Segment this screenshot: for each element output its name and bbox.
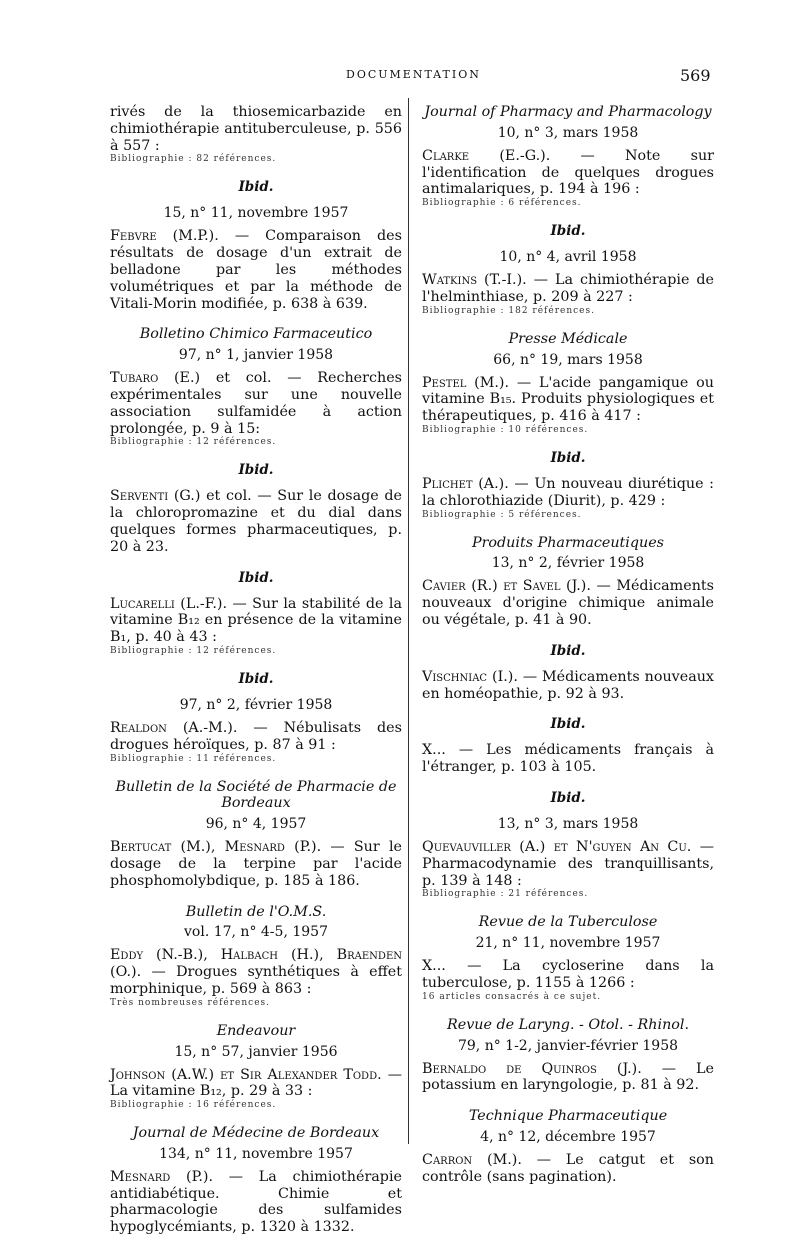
journal-title: Revue de la Tuberculose (478, 914, 658, 931)
entry (422, 958, 714, 992)
entry-text: — Nébulisats des drogues héroïques, p. 87 à 91 : (110, 719, 402, 753)
issue-line: 13, n° 2, février 1958 (491, 555, 645, 572)
bibliography-note: Bibliographie : 16 références. (110, 1100, 277, 1111)
bibliography-note: Bibliographie : 12 références. (110, 645, 277, 656)
author-name: Serventi (G.) (110, 488, 201, 505)
bibliography-note: Bibliographie : 12 références. (110, 437, 277, 448)
bibliography-note: Bibliographie : 5 références. (422, 509, 582, 520)
author-name: Cavier (R.) et Savel (J.). (422, 578, 591, 595)
author-name: Quevauviller (A.) et N'guyen An Cu. (422, 838, 692, 855)
author-name: Realdon (A.-M.). (110, 719, 238, 736)
author-name: Pestel (M.). (422, 374, 510, 391)
author-name: Vischniac (I.). (422, 668, 518, 685)
journal-title: Journal de Médecine de Bordeaux (132, 1125, 380, 1142)
author-name: Watkins (T.-I.). (422, 272, 527, 289)
entry (422, 578, 714, 628)
entry (110, 839, 402, 889)
entry-text: — La chimiothérapie antidiabétique. Chimie et pharmacologie des sulfamides hypoglycémiants, p. 1320 à 1332. (110, 1168, 402, 1236)
journal-title: Presse Médicale (508, 330, 628, 347)
entry (110, 596, 402, 646)
entry (110, 720, 402, 754)
entry (422, 1152, 714, 1186)
journal-title: Produits Pharmaceutiques (471, 534, 665, 551)
entry-text: — Sur la stabilité de la vitamine B₁₂ en présence de la vitamine B₁, p. 40 à 43 : (110, 595, 402, 646)
entry-text: — Médicaments nouveaux en homéopathie, p. 92 à 93. (422, 668, 714, 702)
bibliography-note: Bibliographie : 6 références. (422, 198, 582, 209)
journal-title: Endeavour (216, 1022, 296, 1039)
entry-text: — La vitamine B₁₂, p. 29 à 33 : (110, 1066, 403, 1100)
entry-text: et col. — Sur le dosage de la chloropromazine et du dial dans quelques formes pharmaceutiques, p. 20 à 23. (110, 488, 402, 555)
ibid-heading: Ibid. (238, 670, 274, 687)
issue-line: 4, n° 12, décembre 1957 (480, 1128, 656, 1145)
bibliography-note: 16 articles consacrés à ce sujet. (422, 991, 602, 1002)
entry (110, 104, 402, 154)
issue-line: vol. 17, n° 4-5, 1957 (184, 924, 328, 941)
bibliography-note: Bibliographie : 11 références. (110, 753, 277, 764)
bibliography-note: Bibliographie : 182 références. (422, 305, 595, 316)
entry-text: rivés de la thiosemicarbazide en chimiothérapie antituberculeuse, p. 556 à 557 : (110, 104, 402, 154)
issue-line: 66, n° 19, mars 1958 (493, 351, 643, 368)
ibid-heading: Ibid. (550, 223, 586, 240)
author-name: Bernaldo de Quinros (J.). (422, 1060, 642, 1077)
author-name: Febvre (M.P.). (110, 228, 219, 245)
issue-line: 21, n° 11, novembre 1957 (475, 935, 661, 952)
entry-text: — Un nouveau diurétique : la chlorothiazide (Diurit), p. 429 : (422, 475, 714, 509)
entry (422, 375, 714, 425)
author-name: Bertucat (M.), Mesnard (P.). (110, 839, 322, 856)
issue-line: 13, n° 3, mars 1958 (497, 815, 639, 832)
entry (422, 476, 714, 510)
bibliography-note: Très nombreuses références. (110, 997, 271, 1008)
entry-text: — Le catgut et son contrôle (sans pagination). (422, 1151, 714, 1185)
page-number: 569 (680, 66, 711, 85)
entry-text: X... — Les médicaments français à l'étranger, p. 103 à 105. (422, 742, 714, 776)
entry-text: et col. — Recherches expérimentales sur une nouvelle association sulfamidée à action prolongée, p. 9 à 15: (110, 370, 402, 437)
author-name: Lucarelli (L.-F.). (110, 595, 228, 612)
journal-title: Technique Pharmaceutique (468, 1108, 668, 1125)
author-name: Carron (M.). (422, 1151, 522, 1168)
entry (422, 742, 714, 776)
ibid-heading: Ibid. (550, 716, 586, 733)
journal-title: Bulletin de l'O.M.S. (185, 903, 327, 920)
entry (422, 669, 714, 703)
issue-line: 79, n° 1-2, janvier-février 1958 (457, 1037, 679, 1054)
issue-line: 97, n° 1, janvier 1958 (178, 347, 334, 364)
entry-text: — Note sur l'identification de quelques drogues antimalariques, p. 194 à 196 : (422, 147, 714, 198)
running-title: DOCUMENTATION (346, 68, 481, 81)
journal-title: Bulletin de la Société de Pharmacie de Bordeaux (115, 778, 397, 812)
author-name: Eddy (N.-B.), Halbach (H.), Braenden (O.). (110, 947, 402, 981)
journal-title: Bolletino Chimico Farmaceutico (139, 326, 373, 343)
right-column (422, 104, 714, 1186)
issue-line: 15, n° 57, janvier 1956 (174, 1043, 338, 1060)
author-name: Clarke (E.-G.). (422, 147, 551, 164)
entry (110, 1169, 402, 1236)
entry (422, 1061, 714, 1095)
bibliography-note: Bibliographie : 21 références. (422, 889, 589, 900)
entry (422, 148, 714, 198)
entry-text: — Médicaments nouveaux d'origine chimique animale ou végétale, p. 41 à 90. (422, 578, 714, 628)
bibliography-note: Bibliographie : 82 références. (110, 154, 277, 165)
entry (110, 370, 402, 437)
entry (422, 272, 714, 306)
author-name: Johnson (A.W.) et Sir Alexander Todd. (110, 1066, 382, 1083)
author-name: Mesnard (P.). (110, 1168, 214, 1185)
entry-text: — Le potassium en laryngologie, p. 81 à 92. (422, 1060, 714, 1094)
page-header (0, 66, 800, 90)
entry-text: — Pharmacodynamie des tranquillisants, p. 139 à 148 : (422, 838, 715, 889)
author-name: Tubaro (E.) (110, 370, 201, 387)
ibid-heading: Ibid. (550, 642, 586, 659)
entry (110, 947, 402, 997)
ibid-heading: Ibid. (550, 789, 586, 806)
issue-line: 10, n° 3, mars 1958 (497, 124, 639, 141)
entry (422, 839, 714, 889)
ibid-heading: Ibid. (238, 462, 274, 479)
entry (110, 228, 402, 312)
entry-text: — Sur le dosage de la terpine par l'acide phosphomolybdique, p. 185 à 186. (110, 839, 402, 889)
bibliography-note: Bibliographie : 10 références. (422, 424, 589, 435)
ibid-heading: Ibid. (238, 179, 274, 196)
entry-text: X... — La cycloserine dans la tuberculose, p. 1155 à 1266 : (422, 958, 714, 991)
issue-line: 10, n° 4, avril 1958 (499, 249, 637, 266)
entry-text: — Comparaison des résultats de dosage d'un extrait de belladone par les méthodes volumétriques et par la méthode de Vitali-Morin modifiée, p. 638 à 639. (110, 228, 402, 312)
author-name: Plichet (A.). (422, 475, 509, 492)
ibid-heading: Ibid. (550, 449, 586, 466)
issue-line: 97, n° 2, février 1958 (179, 696, 333, 713)
ibid-heading: Ibid. (238, 569, 274, 586)
column-divider (408, 98, 409, 1144)
entry-text: — Drogues synthétiques à effet morphinique, p. 569 à 863 : (110, 964, 402, 997)
journal-title: Journal of Pharmacy and Pharmacology (424, 104, 712, 120)
issue-line: 96, n° 4, 1957 (205, 816, 307, 833)
left-column (110, 104, 402, 1236)
entry-text: — L'acide pangamique ou vitamine B₁₅. Produits physiologiques et thérapeutiques, p. 416 à 417 : (422, 374, 714, 425)
issue-line: 134, n° 11, novembre 1957 (159, 1145, 353, 1162)
entry-text: — La chimiothérapie de l'helminthiase, p. 209 à 227 : (422, 272, 714, 305)
issue-line: 15, n° 11, novembre 1957 (163, 205, 349, 222)
entry (110, 488, 402, 555)
entry (110, 1067, 402, 1101)
journal-title: Revue de Laryng. - Otol. - Rhinol. (446, 1016, 689, 1033)
